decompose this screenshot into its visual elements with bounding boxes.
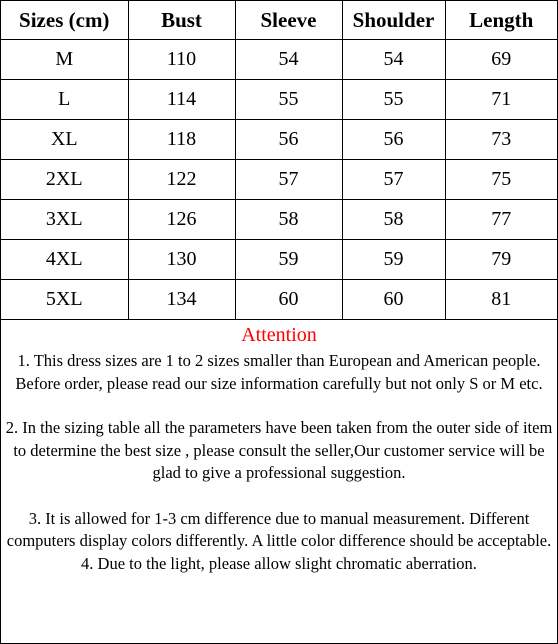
cell-shoulder: 54 [342,40,445,80]
cell-size: L [1,80,128,120]
attention-title: Attention [241,324,317,346]
cell-length: 81 [445,280,557,320]
cell-sleeve: 56 [235,120,342,160]
cell-bust: 118 [128,120,235,160]
cell-size: XL [1,120,128,160]
cell-shoulder: 56 [342,120,445,160]
cell-shoulder: 60 [342,280,445,320]
cell-length: 79 [445,240,557,280]
cell-length: 71 [445,80,557,120]
cell-shoulder: 58 [342,200,445,240]
cell-length: 69 [445,40,557,80]
table-row [1,280,557,320]
cell-size: 2XL [1,160,128,200]
note-1: 1. This dress sizes are 1 to 2 sizes smaller than European and American people. Before order, please read our size information carefully but not only S or M etc. [15,351,543,393]
table-row [1,240,557,280]
header-shoulder: Shoulder [342,1,445,40]
header-sleeve: Sleeve [235,1,342,40]
cell-length: 77 [445,200,557,240]
cell-length: 75 [445,160,557,200]
table-row [1,80,557,120]
table-row [1,40,557,80]
cell-size: 3XL [1,200,128,240]
cell-bust: 134 [128,280,235,320]
cell-sleeve: 57 [235,160,342,200]
cell-sleeve: 58 [235,200,342,240]
cell-size: 5XL [1,280,128,320]
table-row [1,120,557,160]
cell-bust: 130 [128,240,235,280]
cell-shoulder: 57 [342,160,445,200]
header-length: Length [445,1,557,40]
cell-sleeve: 59 [235,240,342,280]
cell-bust: 122 [128,160,235,200]
table-row [1,160,557,200]
header-sizes: Sizes (cm) [1,1,128,40]
cell-shoulder: 55 [342,80,445,120]
cell-sleeve: 60 [235,280,342,320]
table-row [1,200,557,240]
cell-size: M [1,40,128,80]
header-bust: Bust [128,1,235,40]
size-table [1,1,557,320]
table-header-row [1,1,557,40]
note-2: 2. In the sizing table all the parameters have been taken from the outer side of item to determine the best size , please consult the seller,Our customer service will be glad to give a professional suggestion. [5,418,553,482]
cell-bust: 126 [128,200,235,240]
attention-notes [1,320,557,575]
cell-bust: 110 [128,40,235,80]
cell-shoulder: 59 [342,240,445,280]
note-4: 4. Due to the light, please allow slight chromatic aberration. [81,553,477,573]
note-3: 3. It is allowed for 1-3 cm difference due to manual measurement. Different computers display colors differently. A little color difference should be acceptable. [6,508,552,550]
cell-sleeve: 54 [235,40,342,80]
cell-bust: 114 [128,80,235,120]
cell-length: 73 [445,120,557,160]
cell-sleeve: 55 [235,80,342,120]
cell-size: 4XL [1,240,128,280]
